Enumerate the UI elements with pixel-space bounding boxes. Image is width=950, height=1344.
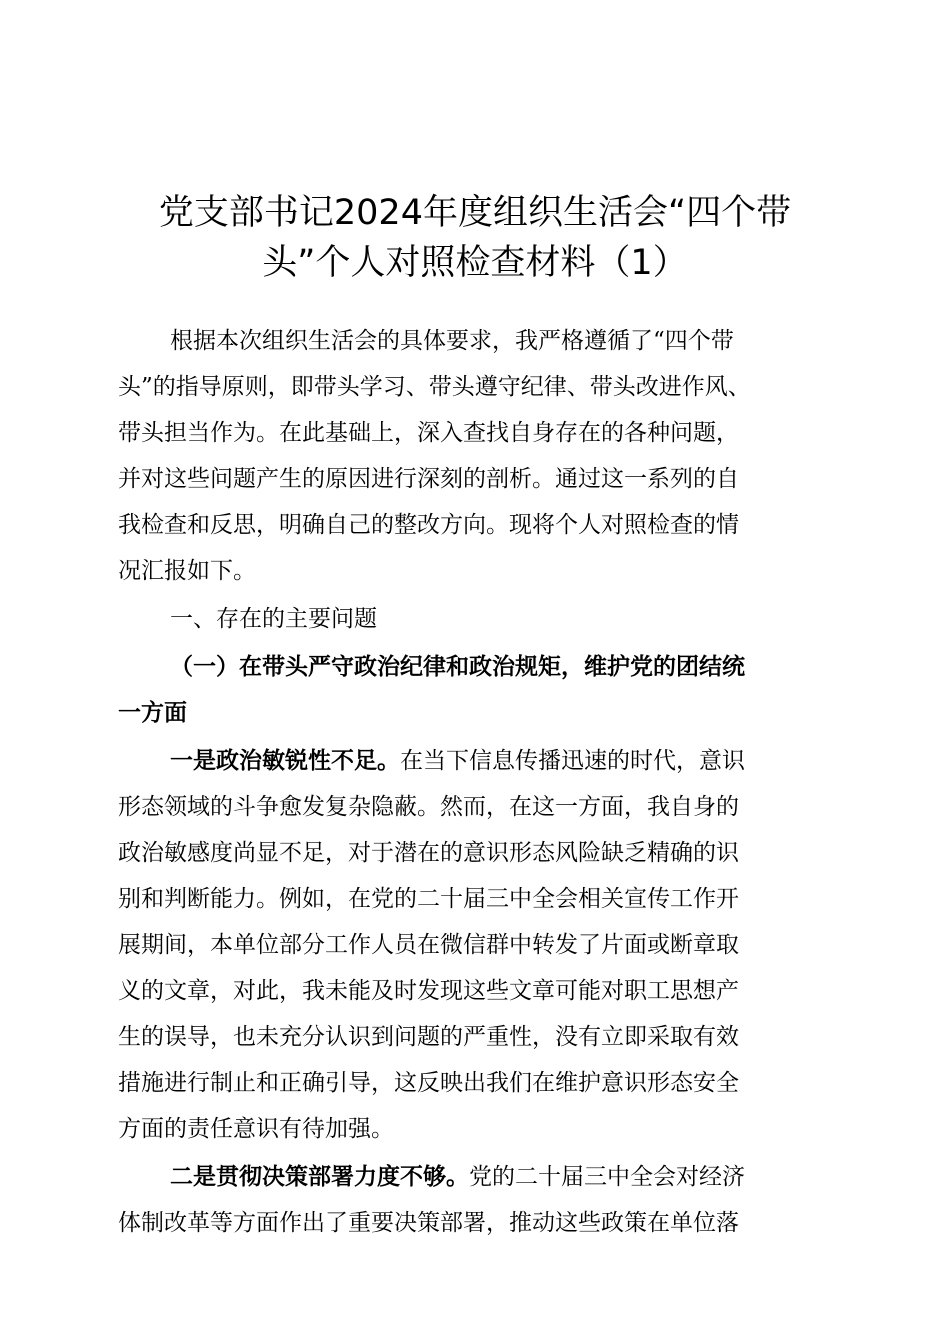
point-1-lead: 一是政治敏锐性不足。 — [170, 747, 400, 774]
document-body — [118, 318, 848, 1246]
point-2-line-2: 体制改革等方面作出了重要决策部署，推动这些政策在单位落 — [118, 1210, 739, 1236]
point-2-first-line — [118, 1154, 848, 1200]
subsection-heading-1: （一）在带头严守政治纪律和政治规矩，维护党的团结统 — [170, 653, 745, 680]
intro-line-3: 带头担当作为。在此基础上，深入查找自身存在的各种问题， — [118, 420, 739, 446]
point-2-paragraph — [118, 1154, 848, 1246]
point-1-line-8: 措施进行制止和正确引导，这反映出我们在维护意识形态安全 — [118, 1070, 739, 1096]
intro-line-1: 根据本次组织生活会的具体要求，我严格遵循了“四个带 — [170, 328, 734, 354]
subsection-heading-1-cont: 一方面 — [118, 699, 187, 726]
intro-paragraph — [118, 318, 848, 594]
point-1-first-line — [118, 738, 848, 784]
point-1-line-2: 形态领域的斗争愈发复杂隐蔽。然而，在这一方面，我自身的 — [118, 794, 739, 820]
point-1-line-6: 义的文章，对此，我未能及时发现这些文章可能对职工思想产 — [118, 978, 739, 1004]
section-heading-1: 一、存在的主要问题 — [170, 606, 377, 632]
point-1-paragraph — [118, 738, 848, 1152]
intro-line-5: 我检查和反思，明确自己的整改方向。现将个人对照检查的情 — [118, 512, 739, 538]
title-line-1: 党支部书记2024年度组织生活会“四个带 — [158, 193, 792, 233]
title-line-2: 头”个人对照检查材料（1） — [262, 243, 688, 283]
intro-line-2: 头”的指导原则，即带头学习、带头遵守纪律、带头改进作风、 — [118, 374, 751, 400]
point-1-line-4: 别和判断能力。例如，在党的二十届三中全会相关宣传工作开 — [118, 886, 739, 912]
point-1-line-7: 生的误导，也未充分认识到问题的严重性，没有立即采取有效 — [118, 1024, 739, 1050]
intro-line-4: 并对这些问题产生的原因进行深刻的剖析。通过这一系列的自 — [118, 466, 739, 492]
point-2-first-rest: 党的二十届三中全会对经济 — [469, 1164, 745, 1190]
intro-line-6: 况汇报如下。 — [118, 558, 256, 584]
point-1-line-5: 展期间，本单位部分工作人员在微信群中转发了片面或断章取 — [118, 932, 739, 958]
point-2-lead: 二是贯彻决策部署力度不够。 — [170, 1163, 469, 1190]
document-title — [60, 188, 890, 288]
point-1-line-3: 政治敏感度尚显不足，对于潜在的意识形态风险缺乏精确的识 — [118, 840, 739, 866]
point-1-line-9: 方面的责任意识有待加强。 — [118, 1116, 394, 1142]
point-1-first-rest: 在当下信息传播迅速的时代，意识 — [400, 748, 745, 774]
